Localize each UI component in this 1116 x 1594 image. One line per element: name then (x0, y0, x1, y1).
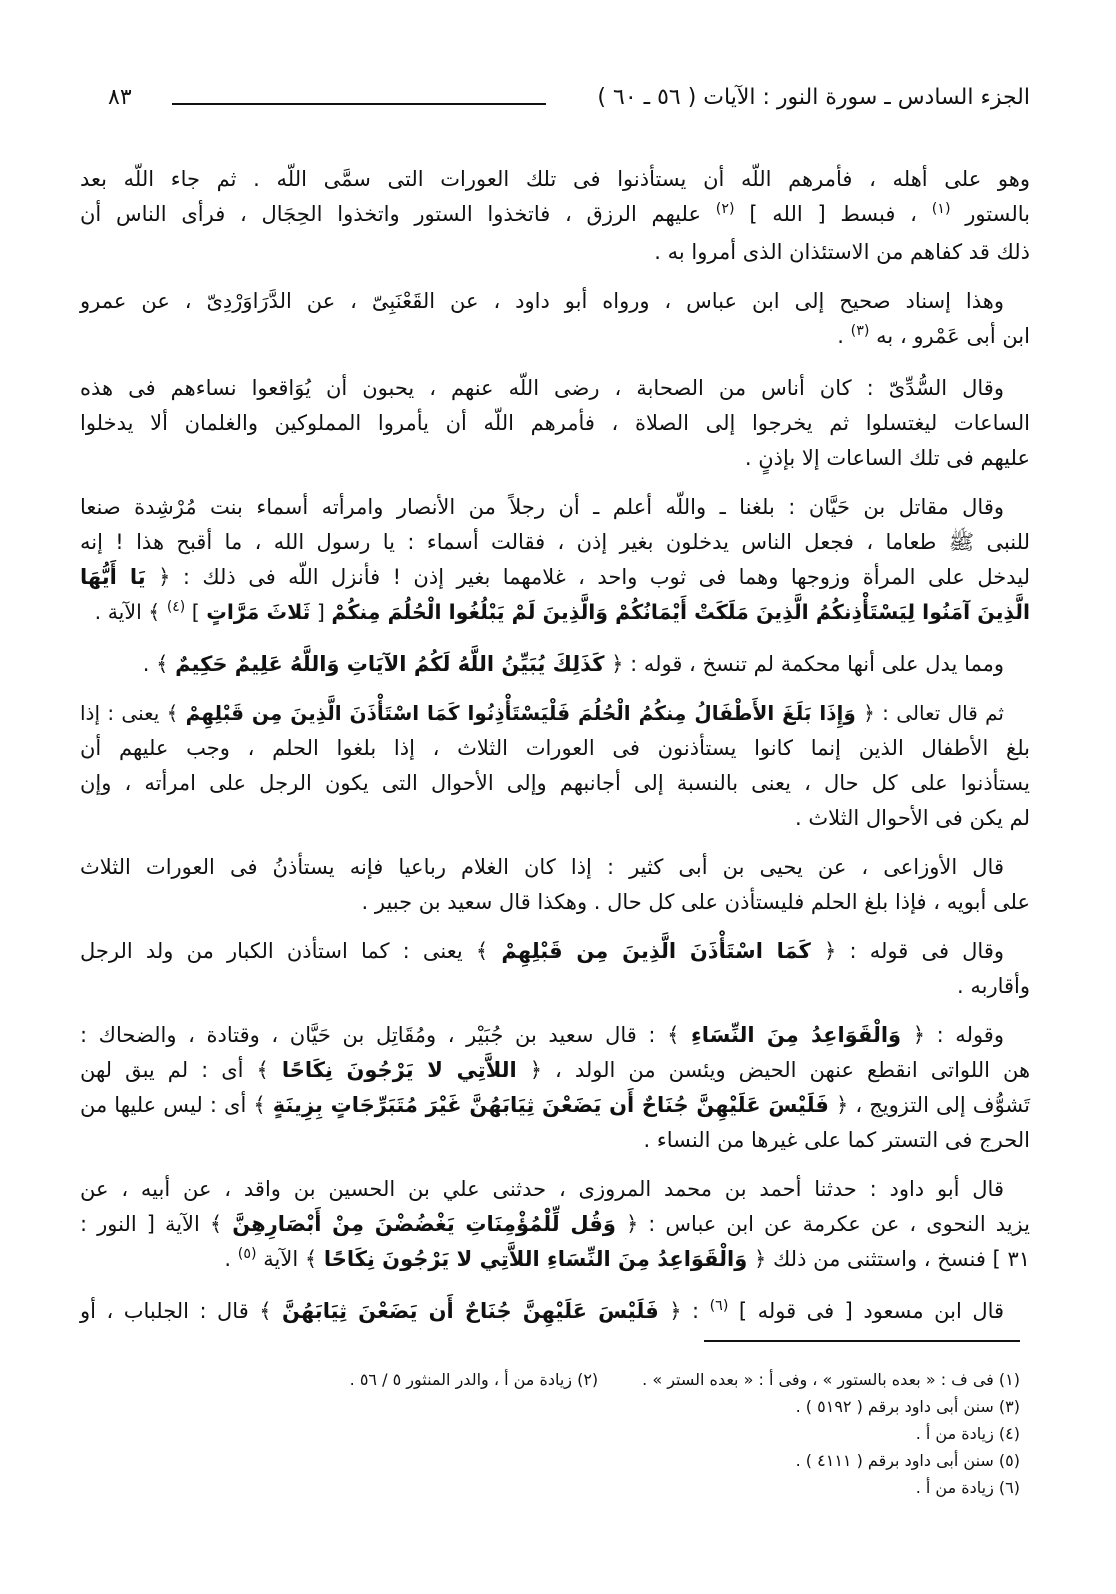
quran-verse: كَذَلِكَ يُبَيِّنُ اللَّهُ لَكُمُ الآيَاتِ وَاللَّهُ عَلِيمٌ حَكِيمٌ (175, 652, 605, 676)
text-run: عليهم الرزق ، فاتخذوا الستور واتخذوا الحِجَال ، فرأى الناس أن (80, 202, 716, 226)
paragraph (80, 284, 1030, 357)
text-line (80, 162, 1030, 197)
footnote-ref: (٤) (166, 599, 186, 616)
text-line (80, 647, 1030, 682)
footnotes (300, 1366, 1020, 1501)
text-run: ﴾ . (142, 652, 176, 676)
paragraph (80, 696, 1030, 836)
text-line (80, 235, 1030, 270)
page-number: ٨٣ (108, 85, 132, 110)
footnote-row (300, 1366, 1020, 1393)
text-run: ﴾ الآية . (94, 600, 167, 624)
text-run: قال الأوزاعى ، عن يحيى بن أبى كثير : إذا كان الغلام رباعيا فإنه يستأذنُ فى العورات الثلاث (80, 855, 1004, 879)
text-line (80, 969, 1030, 1004)
text-run: تَشوُّف إلى التزويج ، ﴿ (828, 1093, 1030, 1117)
text-run: ﴾ : قال سعيد بن جُبَيْر ، ومُقَاتِل بن حَيَّان ، وقتادة ، والضحاك : (80, 1023, 691, 1047)
paragraph (80, 162, 1030, 270)
quran-verse: فَلَيْسَ عَلَيْهِنَّ جُنَاحٌ أَن يَضَعْنَ ثِيَابَهُنَّ غَيْرَ مُتَبَرِّجَاتٍ بِزِينَةٍ (272, 1093, 829, 1117)
text-run: ﴾ يعنى : إذا (80, 701, 186, 725)
text-line (80, 284, 1030, 319)
text-run: بالستور (950, 202, 1030, 226)
text-line (80, 1018, 1030, 1053)
paragraph (80, 371, 1030, 476)
quran-verse: الَّذِينَ آمَنُوا لِيَسْتَأْذِنكُمُ الَّذِينَ مَلَكَتْ أَيْمَانُكُمْ وَالَّذِينَ لَمْ يَبْلُغُوا الْحُلُمَ مِنكُمْ (331, 600, 1030, 624)
text-run: وهذا إسناد صحيح إلى ابن عباس ، ورواه أبو داود ، عن القَعْنَبِىّ ، عن الدَّرَاوَرْدِىّ ، عن عمرو (80, 289, 1004, 313)
text-run: ابن أبى عَمْرو ، به (869, 324, 1030, 348)
text-run: يستأذنوا على كل حال ، يعنى بالنسبة إلى أجانبهم وإلى الأحوال التى يكون الرجل على امرأته ، وإن (80, 771, 1030, 795)
footnote: (٤) زيادة من أ . (915, 1424, 1020, 1443)
text-run: بلغ الأطفال الذين إنما كانوا يستأذنون فى العورات الثلاث ، إذا بلغوا الحلم ، وجب عليهم أن (80, 736, 1030, 760)
text-run: ٣١ ] فنسخ ، واستثنى من ذلك ﴿ (747, 1247, 1030, 1271)
text-run: لم يكن فى الأحوال الثلاث . (795, 806, 1030, 830)
text-line (80, 850, 1030, 885)
quran-verse: اللاَّتِي لا يَرْجُونَ نِكَاحًا (281, 1058, 517, 1082)
quran-verse: ثَلاثَ مَرَّاتٍ (206, 600, 311, 624)
quran-verse: فَلَيْسَ عَلَيْهِنَّ جُنَاحٌ أَن يَضَعْنَ ثِيَابَهُنَّ (282, 1299, 659, 1323)
text-line (80, 525, 1030, 560)
text-run: ليدخل على المرأة وزوجها وهما فى ثوب واحد ، غلامهما بغير إذن ! فأنزل اللّه فى ذلك : ﴿ (145, 565, 1030, 589)
text-run: وقال فى قوله : ﴿ (810, 939, 1004, 963)
text-run: الساعات ليغتسلوا ثم يخرجوا إلى الصلاة ، فأمرهم اللّه أن يأمروا المملوكين والغلمان ألا يدخلوا (80, 411, 1030, 435)
footnote: (٥) سنن أبى داود برقم ( ٤١١١ ) . (795, 1451, 1020, 1470)
header-rule (172, 103, 546, 105)
footnote: (٢) زيادة من أ ، والدر المنثور ٥ / ٥٦ . (349, 1370, 599, 1389)
running-header-title: الجزء السادس ـ سورة النور : الآيات ( ٥٦ ـ ٦٠ ) (597, 85, 1030, 110)
text-line (80, 885, 1030, 920)
footnote: (٦) زيادة من أ . (915, 1478, 1020, 1497)
text-line (80, 441, 1030, 476)
footnote: (١) فى ف : « بعده بالستور » ، وفى أ : « بعده الستر » . (642, 1370, 1020, 1389)
text-run: عليهم فى تلك الساعات إلا بإذنٍ . (744, 446, 1030, 470)
text-line (80, 1294, 1030, 1332)
text-run: ومما يدل على أنها محكمة لم تنسخ ، قوله : ﴿ (604, 652, 1004, 676)
text-line (80, 731, 1030, 766)
body-text (80, 162, 1030, 1332)
paragraph (80, 850, 1030, 920)
text-run: للنبى ﷺ طعاما ، فجعل الناس يدخلون بغير إذن ، فقالت أسماء : يا رسول الله ، ما أقبح هذا ! إنه (80, 530, 1030, 554)
text-line (80, 406, 1030, 441)
footnote-ref: (٥) (237, 1246, 257, 1263)
paragraph (80, 647, 1030, 682)
text-run: الحرج فى التستر كما على غيرها من النساء . (643, 1128, 1030, 1152)
paragraph (80, 1294, 1030, 1332)
text-run: ، فبسط [ الله ] (734, 202, 932, 226)
quran-verse: وَإِذَا بَلَغَ الأَطْفَالُ مِنكُمُ الْحُلُمَ فَلْيَسْتَأْذِنُوا كَمَا اسْتَأْذَنَ الَّذِينَ مِن قَبْلِهِمْ (185, 701, 856, 725)
text-line (80, 1123, 1030, 1158)
text-run: قال أبو داود : حدثنا أحمد بن محمد المروزى ، حدثنى علي بن الحسين بن واقد ، عن أبيه ، عن (80, 1177, 1004, 1201)
footnote-rule (704, 1340, 1020, 1342)
quran-verse: يَا أَيُّهَا (80, 565, 146, 589)
text-run: وقوله : ﴿ (901, 1023, 1004, 1047)
text-run: قال ابن مسعود [ فى قوله ] (728, 1299, 1005, 1323)
text-run: ﴾ أى : لم يبق لهن (80, 1058, 282, 1082)
text-line (80, 801, 1030, 836)
quran-verse: كَمَا اسْتَأْذَنَ الَّذِينَ مِن قَبْلِهِمْ (501, 939, 811, 963)
text-line (80, 766, 1030, 801)
text-line (80, 1172, 1030, 1207)
paragraph (80, 934, 1030, 1004)
quran-verse: وَقُل لِّلْمُؤْمِنَاتِ يَغْضُضْنَ مِنْ أَبْصَارِهِنَّ (232, 1212, 616, 1236)
text-line (80, 1053, 1030, 1088)
text-line (80, 1088, 1030, 1123)
text-run: ﴾ الآية (256, 1247, 324, 1271)
text-run: وأقاربه . (956, 974, 1030, 998)
footnote-ref: (٦) (709, 1298, 729, 1315)
text-line (80, 371, 1030, 406)
paragraph (80, 1172, 1030, 1280)
footnote-ref: (٣) (850, 323, 870, 340)
text-line (80, 595, 1030, 633)
paragraph (80, 1018, 1030, 1158)
text-run: ﴾ قال : الجلباب ، أو (80, 1299, 283, 1323)
paragraph (80, 490, 1030, 633)
text-run: وهو على أهله ، فأمرهم اللّه أن يستأذنوا فى تلك العورات التى سمَّى اللّه . ثم جاء اللّه بعد (80, 167, 1030, 191)
text-line (80, 319, 1030, 357)
text-run: ذلك قد كفاهم من الاستئذان الذى أمروا به . (654, 240, 1030, 264)
text-run: ] (185, 600, 207, 624)
text-line (80, 197, 1030, 235)
text-line (80, 1242, 1030, 1280)
text-run: . (224, 1247, 238, 1271)
quran-verse: وَالْقَوَاعِدُ مِنَ النِّسَاءِ (690, 1023, 902, 1047)
text-run: وقال مقاتل بن حَيَّان : بلغنا ـ واللّه أعلم ـ أن رجلاً من الأنصار وامرأته أسماء بنت مُرْشِدة صنعا (80, 495, 1004, 519)
text-run: ﴾ يعنى : كما استأذن الكبار من ولد الرجل (80, 939, 502, 963)
text-run: ﴾ أى : ليس عليها من (80, 1093, 273, 1117)
text-line (80, 1207, 1030, 1242)
quran-verse: وَالْقَوَاعِدُ مِنَ النِّسَاءِ اللاَّتِي لا يَرْجُونَ نِكَاحًا (323, 1247, 748, 1271)
text-run: على أبويه ، فإذا بلغ الحلم فليستأذن على كل حال . وهكذا قال سعيد بن جبير . (361, 890, 1030, 914)
text-run: ثم قال تعالى : ﴿ (855, 701, 1004, 725)
text-run: وقال السُّدِّىّ : كان أناس من الصحابة ، رضى اللّه عنهم ، يحبون أن يُوَاقعوا نساءهم فى هذه (80, 376, 1004, 400)
text-line (80, 490, 1030, 525)
text-line (80, 696, 1030, 731)
text-run: هن اللواتى انقطع عنهن الحيض ويئسن من الولد ، ﴿ (516, 1058, 1031, 1082)
text-run: يزيد النحوى ، عن عكرمة عن ابن عباس : ﴿ (615, 1212, 1030, 1236)
text-run: : ﴿ (658, 1299, 710, 1323)
footnote-ref: (١) (931, 201, 951, 218)
text-run: ﴾ الآية [ النور : (80, 1212, 233, 1236)
footnote-ref: (٢) (715, 201, 735, 218)
text-run: . (837, 324, 851, 348)
footnote: (٣) سنن أبى داود برقم ( ٥١٩٢ ) . (795, 1397, 1020, 1416)
text-run: [ (310, 600, 332, 624)
text-line (80, 560, 1030, 595)
text-line (80, 934, 1030, 969)
